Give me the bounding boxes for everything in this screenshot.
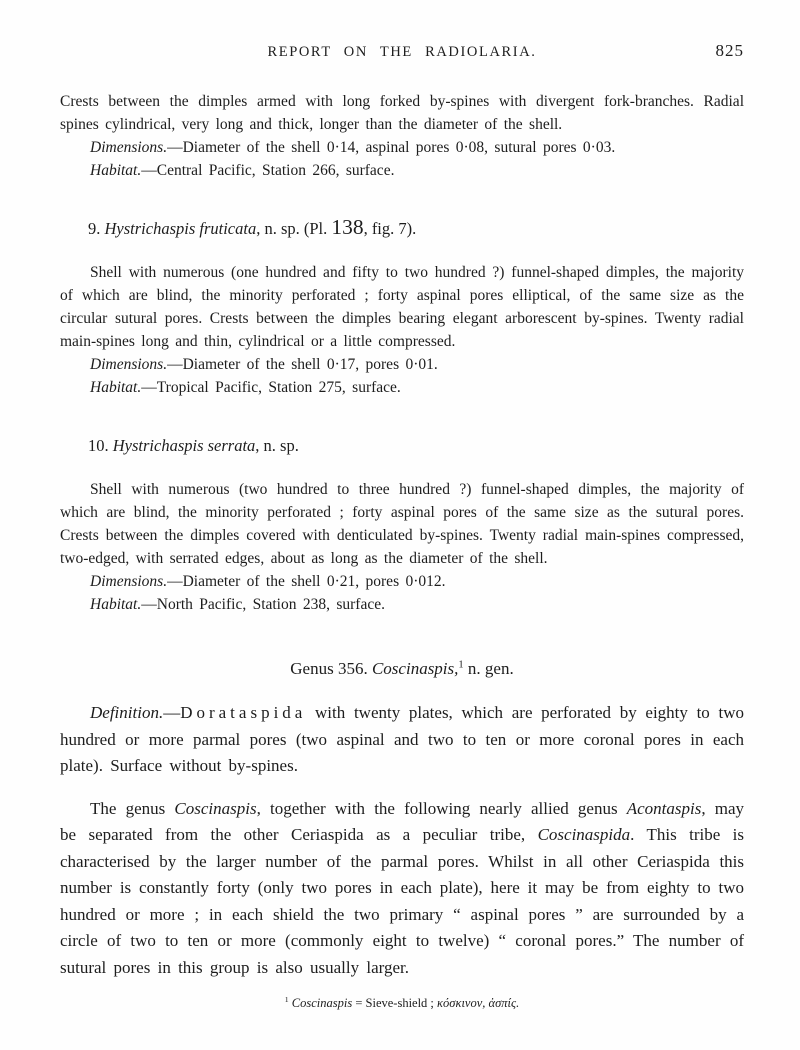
species-10-description: [60, 478, 744, 570]
italic-segment: Coscinaspis: [174, 798, 257, 818]
italic-segment: Coscinaspida: [537, 825, 631, 844]
text-segment: —Central Pacific, Station 266, surface.: [141, 162, 395, 179]
text-segment: = Sieve-shield ;: [352, 996, 438, 1010]
text-segment: 10.: [88, 436, 113, 455]
italic-segment: Coscinaspis,: [371, 659, 459, 678]
text-segment: with twenty plates, which are perforated by eighty to two hundred or more parmal pores (two aspinal and two to ten or more coronal pores in each plate). Surface without by-spines.: [60, 703, 744, 775]
italic-segment: Habitat.: [90, 596, 142, 613]
text-segment: Dorataspida: [180, 703, 307, 722]
text-segment: , n. sp.: [255, 436, 299, 455]
text-segment: —North Pacific, Station 238, surface.: [141, 596, 385, 613]
page-header: [60, 41, 744, 66]
footnote-marker: 1: [458, 659, 464, 671]
footnote-marker: 1: [284, 994, 289, 1004]
italic-segment: Coscinaspis: [288, 996, 353, 1010]
text-segment: Crests between the dimples armed with long forked by-spines with divergent fork-branches. Radial spines cylindrical, very long and thick, longer than the diameter of the shell.: [60, 93, 744, 133]
intro-habitat-line: [60, 159, 744, 182]
text-segment: 9.: [88, 219, 105, 238]
text-segment: —Diameter of the shell 0·21, pores 0·012.: [167, 573, 446, 590]
text-segment: Shell with numerous (one hundred and fifty to two hundred ?) funnel-shaped dimples, the majority of which are blind, the minority perforated ; forty aspinal pores elliptical, of the same size as the circular sutural pores. Crests between the dimples bearing elegant arborescent by-spines. Twenty radial main-spines long and thin, cylindrical or a little compressed.: [60, 264, 744, 350]
species-9-description: [60, 261, 744, 353]
intro-continuation-paragraph: [60, 90, 744, 136]
italic-segment: Hystrichaspis fruticata: [104, 219, 257, 238]
text-segment: —Diameter of the shell 0·14, aspinal pores 0·08, sutural pores 0·03.: [167, 139, 616, 156]
species-10-heading: [88, 433, 744, 458]
text-segment: Genus 356.: [290, 659, 372, 678]
genus-heading: [60, 656, 744, 682]
text-segment: . This tribe is characterised by the larger number of the parmal pores. Whilst in all other Ceriaspida this number is constantly forty (only two pores in each plate), here it may be from eighty to two hundred or more ; in each shield the two primary “ aspinal pores ” are surrounded by a circle of two to ten or more (commonly eight to twelve) “ coronal pores.” The number of sutural pores in this group is also usually larger.: [60, 825, 744, 977]
text-segment: 138: [331, 215, 364, 239]
species-10-dimensions-line: [60, 570, 744, 593]
species-9-habitat-line: [60, 376, 744, 399]
italic-segment: κόσκινον, ἀσπίς.: [437, 996, 520, 1010]
intro-dimensions-line: [60, 136, 744, 159]
text-segment: —Diameter of the shell 0·17, pores 0·01.: [167, 356, 438, 373]
footnote: [60, 995, 744, 1012]
italic-segment: Acontaspis: [626, 798, 702, 818]
genus-discussion-paragraph: [60, 796, 744, 982]
italic-segment: Dimensions.: [90, 573, 168, 590]
italic-segment: Hystrichaspis serrata: [112, 436, 256, 455]
italic-segment: Dimensions.: [90, 356, 168, 373]
text-segment: —Tropical Pacific, Station 275, surface.: [141, 379, 401, 396]
species-9-heading: [88, 216, 744, 241]
text-segment: n. gen.: [463, 659, 514, 678]
text-segment: , together with the following nearly allied genus: [256, 798, 627, 818]
text-segment: Shell with numerous (two hundred to three hundred ?) funnel-shaped dimples, the majority of which are blind, the minority perforated ; forty aspinal pores of the same size as the sutural pores. Crests between the dimples covered with denticulated by-spines. Twenty radial main-spines compressed, two-edged, with serrated edges, about as long as the diameter of the shell.: [60, 481, 744, 567]
text-segment: , may be separated from the other Ceriaspida as a peculiar tribe,: [60, 798, 744, 844]
italic-segment: Definition.: [90, 703, 164, 722]
page-number: 825: [715, 41, 744, 60]
text-segment: —: [163, 703, 181, 722]
text-segment: , n. sp. (Pl.: [256, 219, 332, 238]
text-segment: The genus: [90, 798, 175, 818]
species-10-habitat-line: [60, 593, 744, 616]
italic-segment: Dimensions.: [90, 139, 168, 156]
italic-segment: Habitat.: [90, 379, 142, 396]
genus-definition-paragraph: [60, 700, 744, 780]
italic-segment: Habitat.: [90, 162, 142, 179]
text-segment: , fig. 7).: [363, 219, 417, 238]
species-9-dimensions-line: [60, 353, 744, 376]
running-title: REPORT ON THE RADIOLARIA.: [267, 44, 537, 60]
